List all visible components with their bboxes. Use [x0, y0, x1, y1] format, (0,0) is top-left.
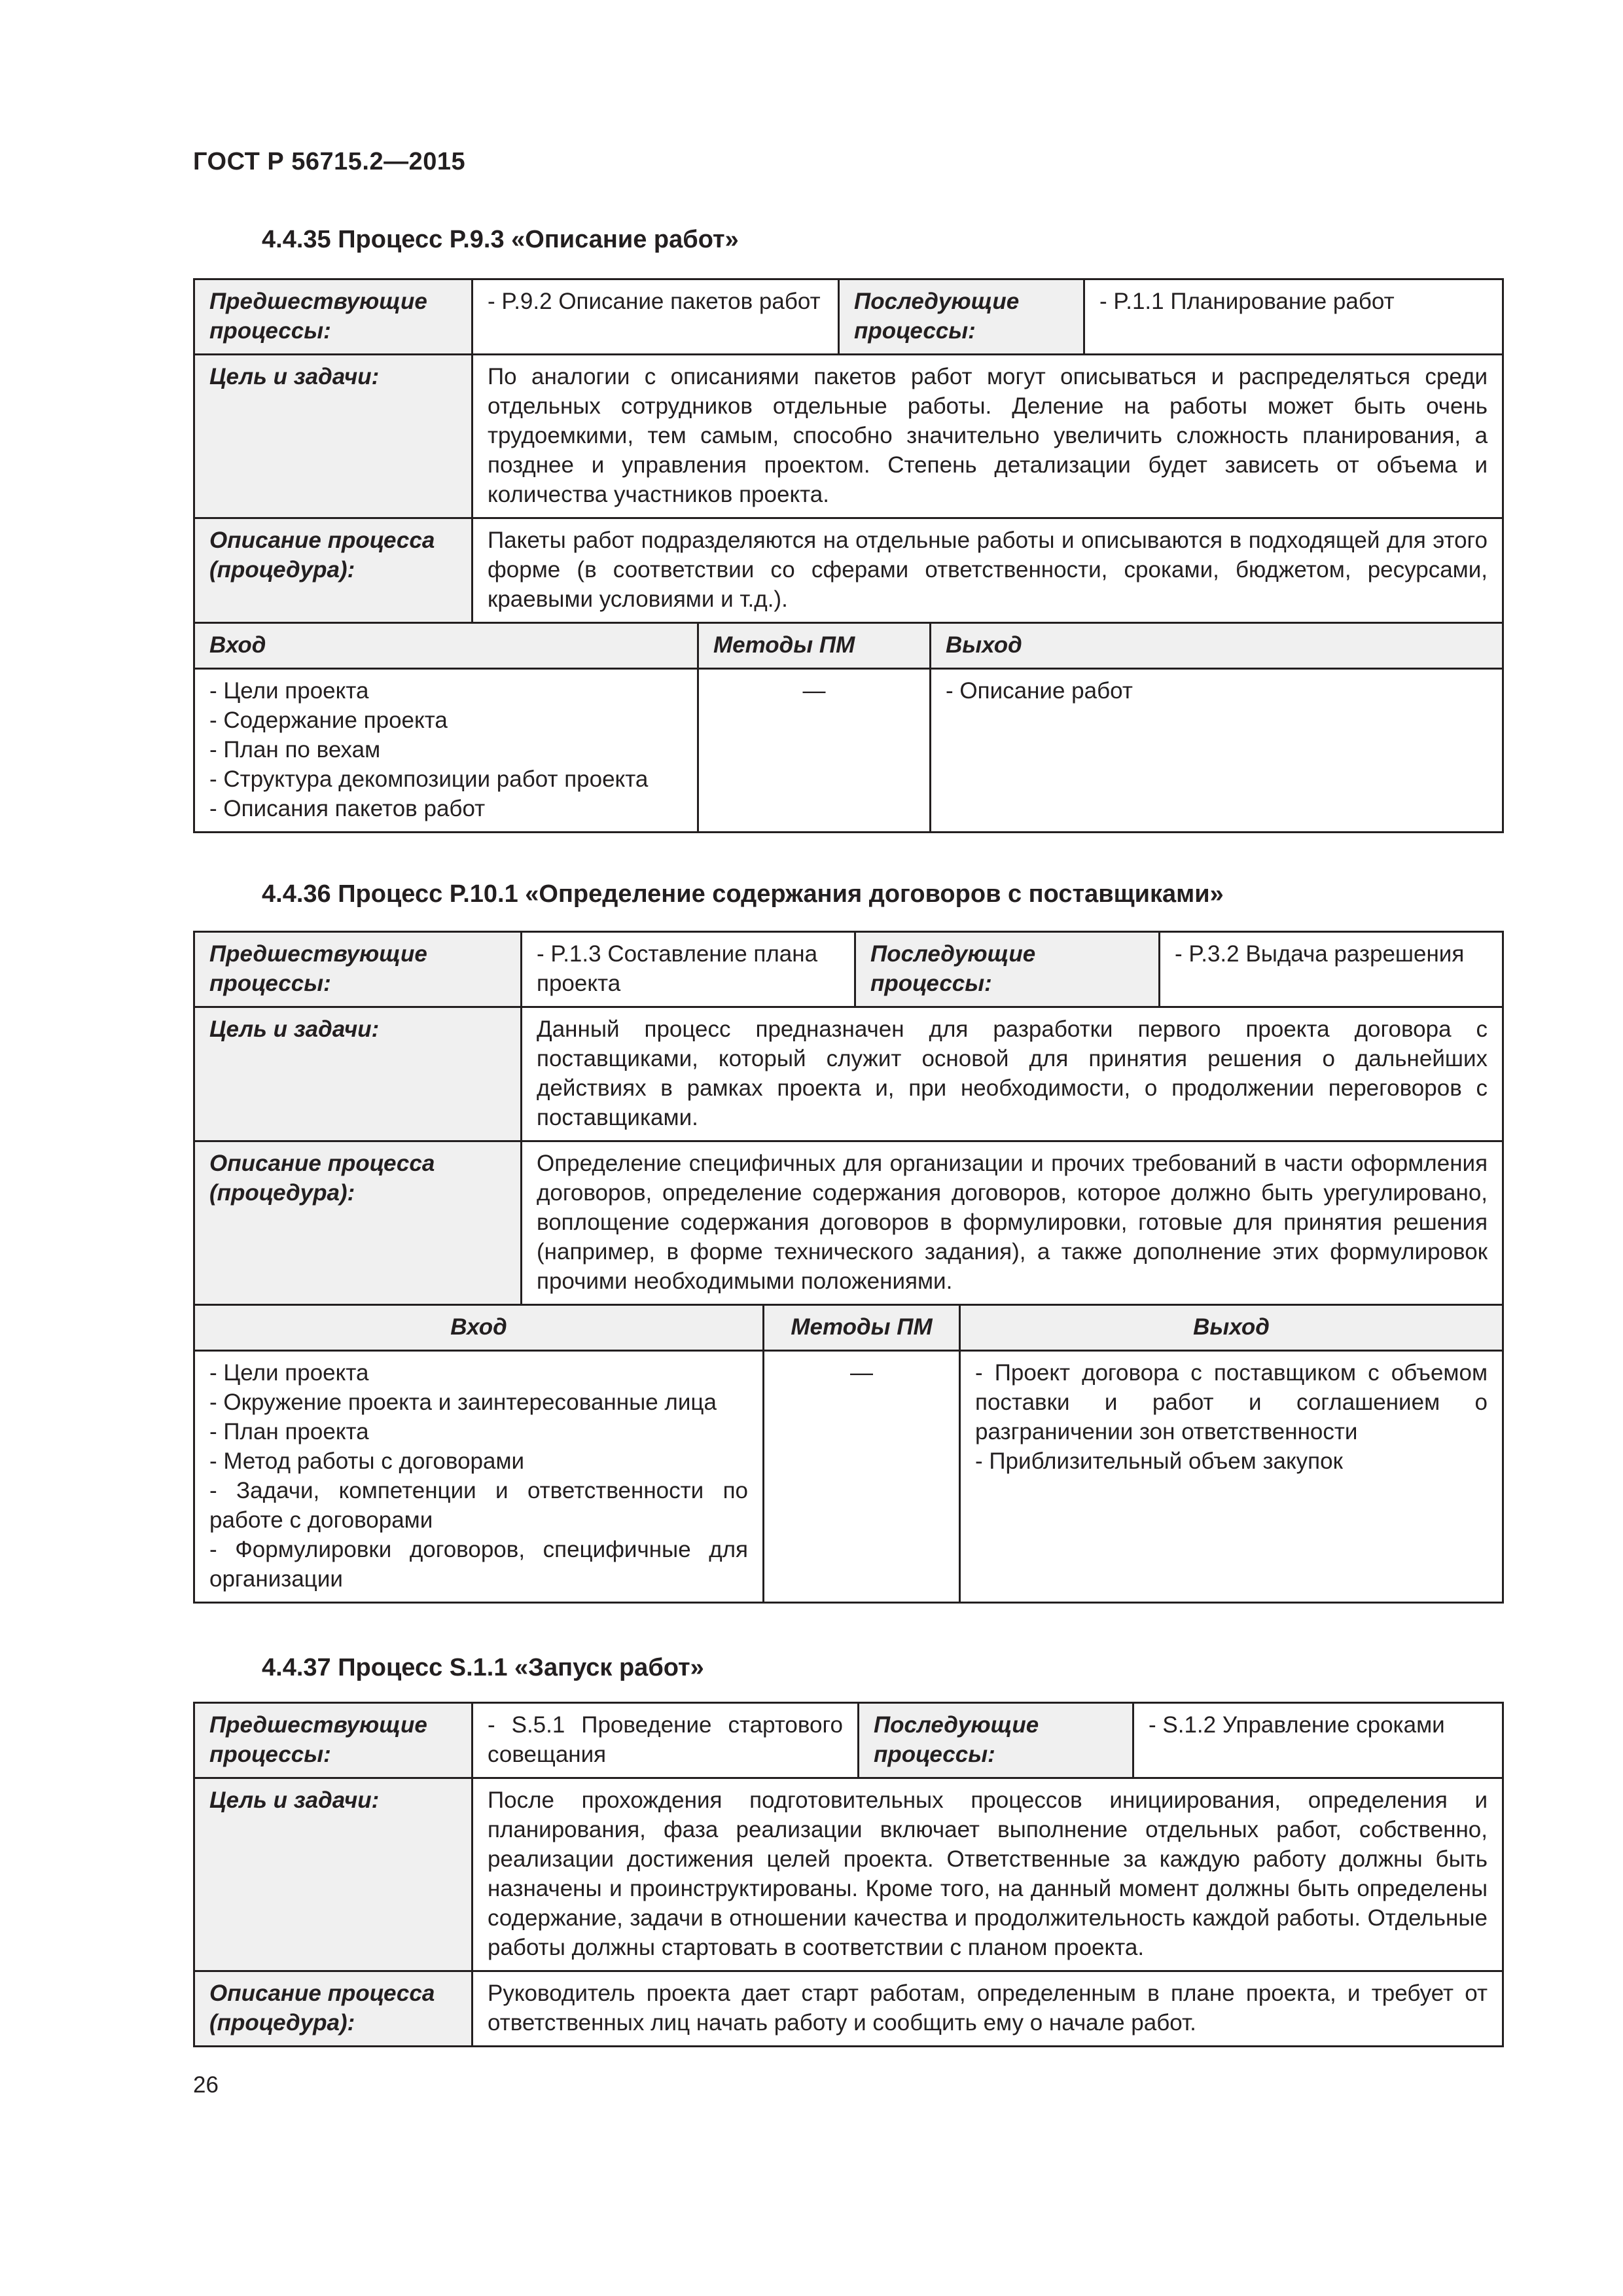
list-item: - План по вехам — [209, 737, 381, 762]
goal-label: Цель и задачи: — [194, 355, 473, 518]
list-item: - План проекта — [209, 1419, 369, 1444]
section-title-4-4-36: 4.4.36 Процесс P.10.1 «Определение содержания договоров с поставщиками» — [262, 880, 1224, 908]
table-row — [194, 1703, 1503, 1778]
predecessor-value: - P.1.3 Составление плана проекта — [522, 932, 855, 1007]
input-header: Вход — [194, 1305, 764, 1351]
list-item: - Цели проекта — [209, 1360, 369, 1386]
document-header: ГОСТ Р 56715.2—2015 — [193, 148, 466, 175]
table-row — [194, 1141, 1503, 1305]
section-title-4-4-35: 4.4.35 Процесс P.9.3 «Описание работ» — [262, 226, 739, 253]
list-item: - Формулировки договоров, специфичные для организации — [209, 1537, 748, 1592]
description-label: Описание процесса (процедура): — [194, 1141, 522, 1305]
methods-value: — — [764, 1351, 960, 1603]
description-text: Пакеты работ подразделяются на отдельные работы и описываются в подходящей для этого форме (в соответствии со сферами ответственности, сроками, бюджетом, ресурсами, краевыми условиями и т.д.). — [473, 518, 1503, 623]
goal-text: После прохождения подготовительных процессов инициирования, определения и планирования, фаза реализации включает выполнение отдельных работ, собственно, реализации достижения целей проекта. Ответственные за каждую работу должны быть назначены и проинструктированы. Кроме того, на данный момент должны быть определены содержание, задачи в отношении качества и продолжительность каждой работы. Отдельные работы должны стартовать в соответствии с планом проекта. — [473, 1778, 1503, 1971]
list-item: - Структура декомпозиции работ проекта — [209, 766, 649, 792]
successor-value: - S.1.2 Управление сроками — [1133, 1703, 1503, 1778]
table-row — [194, 1007, 1503, 1141]
successors-label: Последующие процессы: — [855, 932, 1160, 1007]
table-row — [194, 932, 1503, 1007]
description-text: Определение специфичных для организации и прочих требований в части оформления договоров, определение содержания договоров, которое должно быть урегулировано, воплощение содержания договоров в формулировки, готовые для принятия решения (например, в форме технического задания), а также дополнение этих формулировок прочими необходимыми положениями. — [522, 1141, 1503, 1305]
goal-text: Данный процесс предназначен для разработки первого проекта договора с поставщиками, который служит основой для принятия решения о дальнейших действиях в рамках проекта и, при необходимости, о продолжении переговоров с поставщиками. — [522, 1007, 1503, 1141]
process-table-4-4-37 — [193, 1702, 1504, 2047]
list-item: - Описания пакетов работ — [209, 796, 486, 821]
process-table-4-4-36 — [193, 931, 1504, 1604]
output-list — [931, 669, 1503, 833]
input-list — [194, 1351, 764, 1603]
table-row — [194, 1305, 1503, 1351]
methods-header: Методы ПМ — [764, 1305, 960, 1351]
goal-label: Цель и задачи: — [194, 1007, 522, 1141]
list-item: - Проект договора с поставщиком с объемом поставки и работ и соглашением о разграничении зон ответственности — [975, 1360, 1488, 1444]
successors-label: Последующие процессы: — [859, 1703, 1133, 1778]
process-table-4-4-35 — [193, 278, 1504, 833]
goal-label: Цель и задачи: — [194, 1778, 473, 1971]
description-label: Описание процесса (процедура): — [194, 518, 473, 623]
table-row — [194, 1971, 1503, 2047]
table-row — [194, 623, 1503, 669]
table-row — [194, 1351, 1503, 1603]
section-title-4-4-37: 4.4.37 Процесс S.1.1 «Запуск работ» — [262, 1654, 704, 1681]
list-item: - Приблизительный объем закупок — [975, 1448, 1343, 1474]
input-list — [194, 669, 698, 833]
list-item: - Цели проекта — [209, 678, 369, 704]
successor-value: - P.3.2 Выдача разрешения — [1160, 932, 1503, 1007]
output-header: Выход — [960, 1305, 1503, 1351]
predecessor-value: - P.9.2 Описание пакетов работ — [473, 279, 839, 355]
predecessors-label: Предшествующие процессы: — [194, 1703, 473, 1778]
list-item: - Задачи, компетенции и ответственности по работе с договорами — [209, 1478, 748, 1533]
table-row — [194, 518, 1503, 623]
list-item: - Окружение проекта и заинтересованные лица — [209, 1390, 717, 1415]
methods-value: — — [698, 669, 931, 833]
output-header: Выход — [931, 623, 1503, 669]
table-row — [194, 669, 1503, 833]
successors-label: Последующие процессы: — [839, 279, 1084, 355]
description-label: Описание процесса (процедура): — [194, 1971, 473, 2047]
input-header: Вход — [194, 623, 698, 669]
predecessors-label: Предшествующие процессы: — [194, 279, 473, 355]
predecessors-label: Предшествующие процессы: — [194, 932, 522, 1007]
list-item: - Метод работы с договорами — [209, 1448, 525, 1474]
output-list — [960, 1351, 1503, 1603]
list-item: - Описание работ — [946, 678, 1133, 704]
methods-header: Методы ПМ — [698, 623, 931, 669]
page-number: 26 — [193, 2072, 219, 2098]
description-text: Руководитель проекта дает старт работам, определенным в плане проекта, и требует от ответственных лиц начать работу и сообщить ему о начале работ. — [473, 1971, 1503, 2047]
table-row — [194, 355, 1503, 518]
successor-value: - P.1.1 Планирование работ — [1084, 279, 1503, 355]
table-row — [194, 279, 1503, 355]
table-row — [194, 1778, 1503, 1971]
predecessor-value: - S.5.1 Проведение стартового совещания — [473, 1703, 859, 1778]
list-item: - Содержание проекта — [209, 708, 448, 733]
goal-text: По аналогии с описаниями пакетов работ могут описываться и распределяться среди отдельных сотрудников отдельные работы. Деление на работы может быть очень трудоемкими, тем самым, способно значительно увеличить сложность планирования, а позднее и управления проектом. Степень детализации будет зависеть от объема и количества участников проекта. — [473, 355, 1503, 518]
